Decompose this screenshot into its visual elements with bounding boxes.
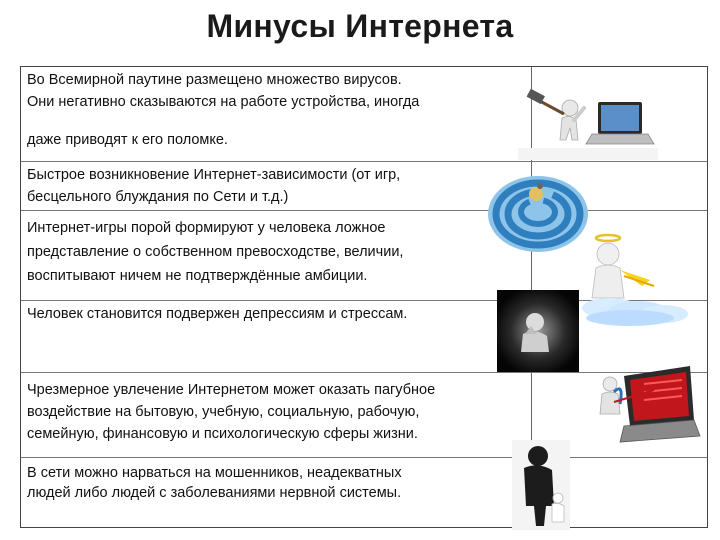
- table-row: [21, 301, 531, 373]
- page-title: Минусы Интернета: [206, 8, 514, 44]
- table-row: [21, 67, 531, 161]
- row-text-line: даже приводят к его поломке.: [27, 132, 228, 148]
- table-row: [21, 373, 531, 457]
- row-text-line: Они негативно сказываются на работе устройства, иногда: [27, 94, 420, 110]
- table-row: [21, 458, 531, 528]
- row-text-line: бесцельного блуждания по Сети и т.д.): [27, 189, 289, 205]
- table-row: [21, 162, 531, 210]
- row-text-line: Быстрое возникновение Интернет-зависимости (от игр,: [27, 167, 401, 183]
- maze-icon: [484, 166, 592, 254]
- sad-figure-icon: [497, 290, 579, 372]
- laptop-arrows-icon: [594, 362, 704, 448]
- row-text-line: Во Всемирной паутине размещено множество вирусов.: [27, 72, 402, 88]
- table-row: [21, 211, 531, 301]
- hammer-man-laptop-icon: [518, 88, 658, 160]
- row-text-line: Интернет-игры порой формируют у человека ложное: [27, 220, 386, 236]
- dark-figure-icon: [512, 440, 570, 530]
- row-text-line: людей либо людей с заболеваниями нервной системы.: [27, 485, 402, 501]
- row-text-line: представление о собственном превосходстве, величии,: [27, 244, 404, 260]
- row-text-line: воспитывают ничем не подтверждённые амбиции.: [27, 268, 368, 284]
- angel-on-cloud-icon: [580, 230, 692, 330]
- row-text-line: Чрезмерное увлечение Интернетом может оказать пагубное: [27, 382, 436, 398]
- row-text-line: В сети можно нарваться на мошенников, неадекватных: [27, 465, 402, 481]
- row-text-line: семейную, финансовую и психологическую сферы жизни.: [27, 426, 418, 442]
- row-text-line: воздействие на бытовую, учебную, социальную, рабочую,: [27, 404, 420, 420]
- row-text-line: Человек становится подвержен депрессиям и стрессам.: [27, 306, 408, 322]
